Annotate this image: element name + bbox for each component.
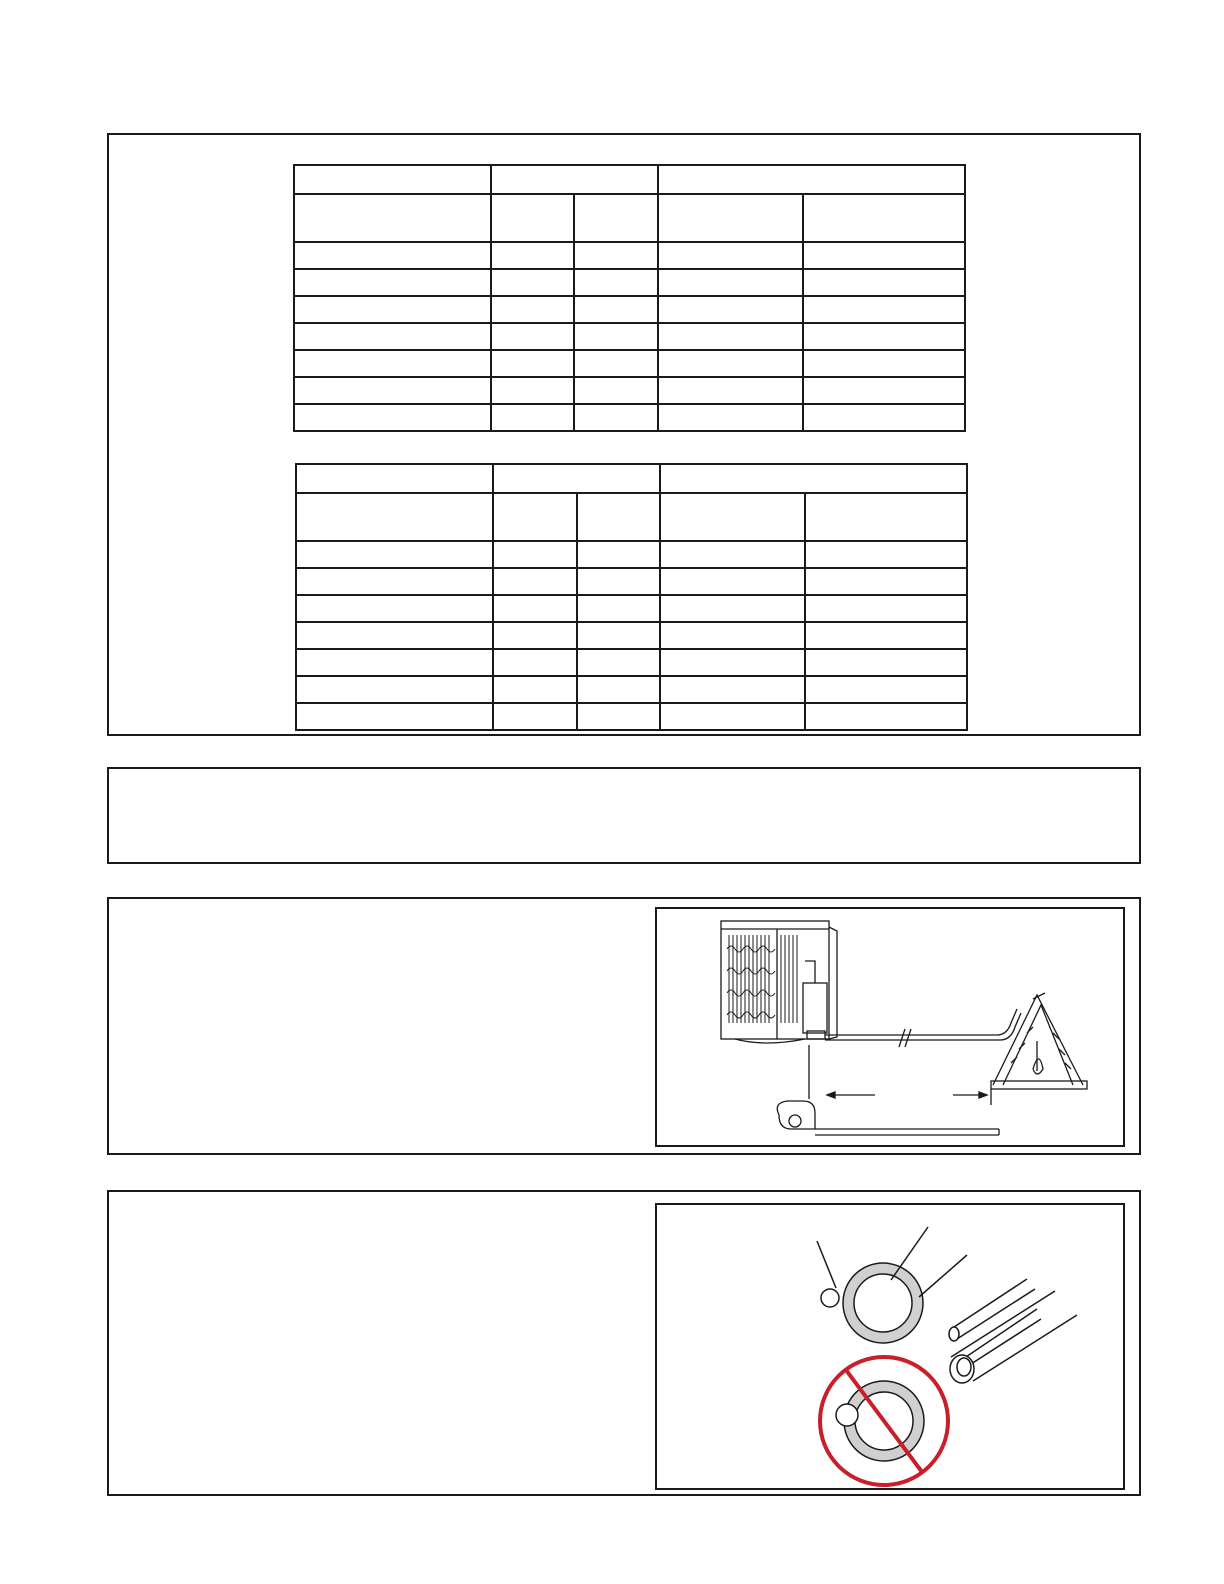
refrigerant-lines (825, 1009, 1021, 1047)
table-subheader-row (294, 194, 965, 242)
table-cell (803, 242, 965, 269)
table-cell (805, 676, 967, 703)
table-cell (658, 296, 803, 323)
table-cell (296, 595, 493, 622)
table-cell (803, 194, 965, 242)
table-row (294, 323, 965, 350)
table-cell (296, 676, 493, 703)
table-cell (658, 323, 803, 350)
table-cell (574, 323, 658, 350)
table-header-row (296, 464, 967, 493)
insulation-figure (655, 1203, 1125, 1490)
table-header-cell (491, 165, 658, 194)
table-cell (493, 568, 577, 595)
table-cell (294, 404, 491, 431)
table-cell (803, 377, 965, 404)
insulation-illustration (657, 1205, 1123, 1488)
table-cell (658, 377, 803, 404)
table-cell (491, 323, 574, 350)
table-cell (296, 568, 493, 595)
table-cell (803, 404, 965, 431)
table-header-cell (493, 464, 660, 493)
table-row (296, 568, 967, 595)
line-size-table-2 (295, 463, 968, 731)
table-row (294, 377, 965, 404)
table-subheader-row (296, 493, 967, 541)
table-cell (660, 568, 805, 595)
table-cell (574, 377, 658, 404)
table-cell (294, 377, 491, 404)
table-cell (805, 568, 967, 595)
table-cell (577, 595, 660, 622)
table-cell (577, 493, 660, 541)
incorrect-insulation-cross-section (836, 1381, 924, 1461)
table-row (294, 404, 965, 431)
table-cell (805, 622, 967, 649)
table-cell (493, 493, 577, 541)
table-cell (660, 676, 805, 703)
table-header-cell (294, 165, 491, 194)
indoor-coil (991, 993, 1087, 1089)
notice-box (107, 767, 1141, 864)
table-row (294, 296, 965, 323)
table-cell (805, 493, 967, 541)
table-cell (491, 242, 574, 269)
table-header-cell (296, 464, 493, 493)
table-cell (805, 595, 967, 622)
correct-insulation-cross-section (817, 1227, 967, 1343)
table-cell (493, 595, 577, 622)
table-cell (574, 404, 658, 431)
table-row (294, 242, 965, 269)
table-header-row (294, 165, 965, 194)
table-cell (296, 541, 493, 568)
table-cell (296, 649, 493, 676)
table-cell (577, 703, 660, 730)
line-length-illustration (657, 909, 1123, 1145)
table-cell (805, 649, 967, 676)
table-cell (577, 649, 660, 676)
table-row (296, 622, 967, 649)
table-cell (577, 622, 660, 649)
table-cell (660, 649, 805, 676)
table-cell (493, 703, 577, 730)
table-cell (574, 194, 658, 242)
table-cell (658, 350, 803, 377)
table-row (296, 595, 967, 622)
table-cell (803, 350, 965, 377)
table-row (296, 541, 967, 568)
table-cell (805, 703, 967, 730)
table-cell (658, 404, 803, 431)
outdoor-unit (721, 921, 837, 1043)
table-cell (491, 377, 574, 404)
table-row (296, 676, 967, 703)
table-cell (491, 350, 574, 377)
table-cell (296, 622, 493, 649)
table-cell (491, 404, 574, 431)
line-size-table-1 (293, 164, 966, 432)
table-cell (660, 493, 805, 541)
table-cell (803, 296, 965, 323)
table-cell (294, 242, 491, 269)
table-cell (660, 703, 805, 730)
table-cell (658, 242, 803, 269)
table-cell (294, 323, 491, 350)
table-cell (574, 269, 658, 296)
table-header-cell (658, 165, 965, 194)
table-cell (294, 194, 491, 242)
table-row (296, 649, 967, 676)
table-cell (491, 296, 574, 323)
table-cell (577, 541, 660, 568)
tape-measure-icon (777, 1101, 999, 1135)
table-cell (294, 269, 491, 296)
table-cell (660, 595, 805, 622)
table-cell (493, 676, 577, 703)
table-row (294, 350, 965, 377)
insulation-section (107, 1190, 1141, 1496)
table-cell (658, 269, 803, 296)
table-cell (574, 350, 658, 377)
table-cell (574, 296, 658, 323)
table-header-cell (660, 464, 967, 493)
line-length-section (107, 897, 1141, 1155)
table-cell (660, 622, 805, 649)
table-cell (294, 296, 491, 323)
table-cell (577, 676, 660, 703)
table-cell (491, 269, 574, 296)
tables-panel (107, 133, 1141, 736)
table-cell (294, 350, 491, 377)
table-cell (803, 269, 965, 296)
table-cell (296, 703, 493, 730)
line-length-figure (655, 907, 1125, 1147)
table-row (294, 269, 965, 296)
table-cell (296, 493, 493, 541)
table-cell (574, 242, 658, 269)
table-cell (577, 568, 660, 595)
table-cell (658, 194, 803, 242)
line-set-perspective (949, 1279, 1077, 1383)
table-cell (493, 649, 577, 676)
table-cell (493, 622, 577, 649)
table-cell (491, 194, 574, 242)
table-cell (660, 541, 805, 568)
table-row (296, 703, 967, 730)
table-cell (803, 323, 965, 350)
table-cell (805, 541, 967, 568)
measurement-indicator (809, 1045, 991, 1105)
table-cell (493, 541, 577, 568)
